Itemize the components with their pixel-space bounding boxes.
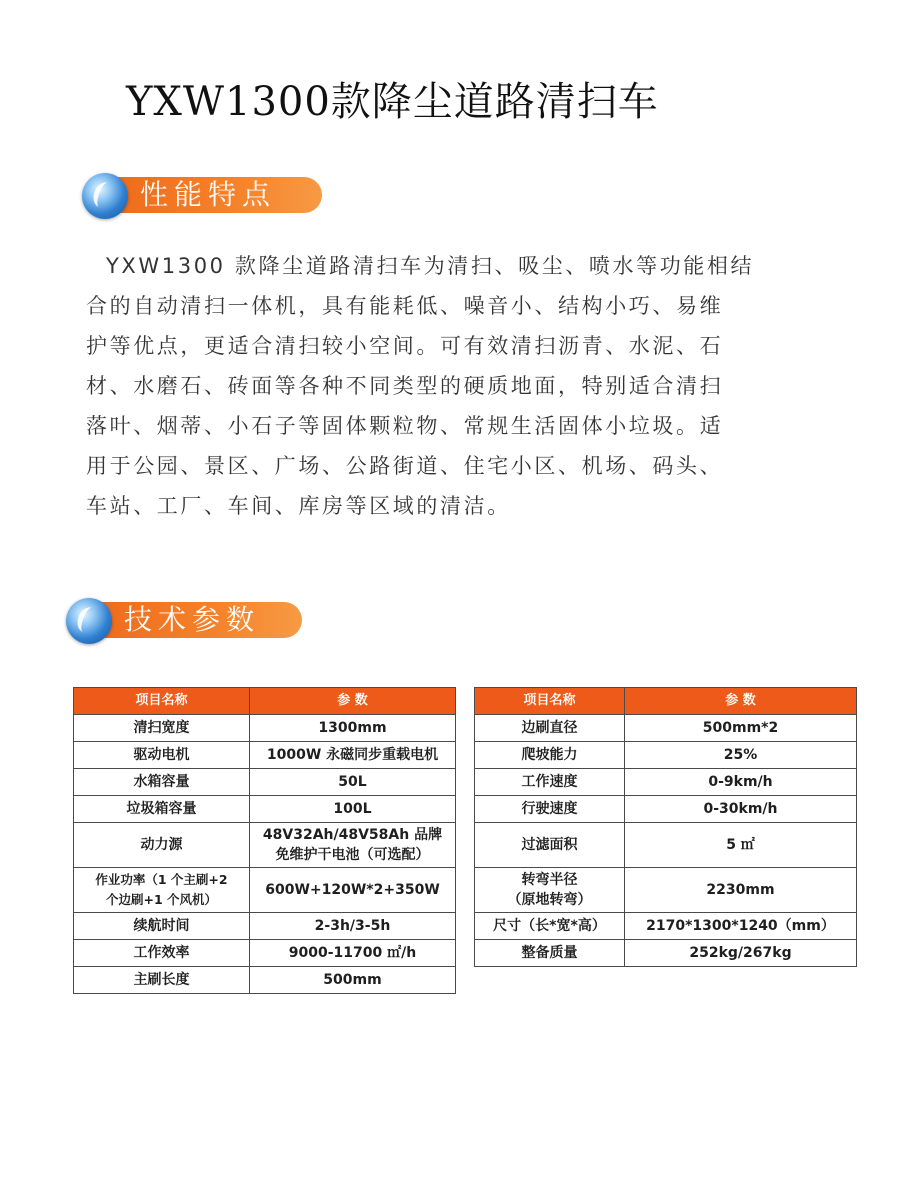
spec-table-right <box>474 687 857 967</box>
section-header-specs <box>66 598 306 642</box>
spec-value: 500mm <box>250 967 456 994</box>
section-title-features: 性能特点 <box>140 178 277 211</box>
intro-line: 材、水磨石、砖面等各种不同类型的硬质地面，特别适合清扫 <box>86 374 724 398</box>
table-row <box>475 796 857 823</box>
spec-value: 25% <box>625 742 857 769</box>
spec-value <box>250 823 456 868</box>
table-row <box>475 823 857 868</box>
spec-name: 续航时间 <box>74 913 250 940</box>
spec-value: 9000-11700 ㎡/h <box>250 940 456 967</box>
section-title-specs: 技术参数 <box>124 603 261 636</box>
intro-line: 车站、工厂、车间、库房等区域的清洁。 <box>86 494 511 518</box>
table-row <box>475 940 857 967</box>
spec-name-line: 转弯半径 <box>521 872 578 888</box>
intro-paragraph <box>86 246 806 526</box>
spec-value: 600W+120W*2+350W <box>250 868 456 913</box>
table-header-row <box>475 688 857 715</box>
spec-name: 边刷直径 <box>475 715 625 742</box>
table-row <box>74 913 456 940</box>
table-row <box>74 868 456 913</box>
table-row <box>74 742 456 769</box>
title-name: 款降尘道路清扫车 <box>330 79 659 125</box>
spec-name: 行驶速度 <box>475 796 625 823</box>
intro-line: 用于公园、景区、广场、公路街道、住宅小区、机场、码头、 <box>86 454 724 478</box>
spec-value: 252kg/267kg <box>625 940 857 967</box>
table-row <box>74 823 456 868</box>
spec-name: 垃圾箱容量 <box>74 796 250 823</box>
header-item-name: 项目名称 <box>74 688 250 715</box>
table-row <box>74 796 456 823</box>
table-row <box>475 742 857 769</box>
spec-value: 2-3h/3-5h <box>250 913 456 940</box>
spec-name: 驱动电机 <box>74 742 250 769</box>
header-item-name: 项目名称 <box>475 688 625 715</box>
spec-name: 工作速度 <box>475 769 625 796</box>
spec-name: 水箱容量 <box>74 769 250 796</box>
table-row <box>475 769 857 796</box>
table-row <box>475 715 857 742</box>
spec-name-line: 作业功率（1 个主刷+2 <box>95 872 228 887</box>
spec-value: 50L <box>250 769 456 796</box>
spec-name: 过滤面积 <box>475 823 625 868</box>
intro-line: 落叶、烟蒂、小石子等固体颗粒物、常规生活固体小垃圾。适 <box>86 414 724 438</box>
spec-value-line: 免维护干电池（可选配） <box>275 847 430 863</box>
header-value: 参 数 <box>250 688 456 715</box>
table-row <box>475 868 857 913</box>
spec-name: 主刷长度 <box>74 967 250 994</box>
spec-value: 0-30km/h <box>625 796 857 823</box>
spec-name <box>475 868 625 913</box>
spec-value-line: 48V32Ah/48V58Ah 品牌 <box>262 827 443 843</box>
intro-line: YXW1300 款降尘道路清扫车为清扫、吸尘、喷水等功能相结 <box>106 254 755 278</box>
spec-name: 尺寸（长*宽*高） <box>475 913 625 940</box>
spec-value: 1300mm <box>250 715 456 742</box>
intro-line: 护等优点，更适合清扫较小空间。可有效清扫沥青、水泥、石 <box>86 334 724 358</box>
spec-value: 1000W 永磁同步重载电机 <box>250 742 456 769</box>
table-row <box>475 913 857 940</box>
table-row <box>74 769 456 796</box>
globe-icon <box>82 173 128 219</box>
spec-name-line: （原地转弯） <box>507 892 592 908</box>
spec-name <box>74 868 250 913</box>
spec-name: 工作效率 <box>74 940 250 967</box>
spec-name: 清扫宽度 <box>74 715 250 742</box>
table-row <box>74 715 456 742</box>
table-row <box>74 967 456 994</box>
spec-table-left <box>73 687 456 994</box>
spec-value: 2230mm <box>625 868 857 913</box>
title-model: YXW1300 <box>126 79 331 125</box>
spec-name: 动力源 <box>74 823 250 868</box>
globe-icon <box>66 598 112 644</box>
spec-value: 500mm*2 <box>625 715 857 742</box>
table-row <box>74 940 456 967</box>
table-header-row <box>74 688 456 715</box>
spec-value: 0-9km/h <box>625 769 857 796</box>
spec-value: 100L <box>250 796 456 823</box>
spec-value: 2170*1300*1240（mm） <box>625 913 857 940</box>
spec-name: 爬坡能力 <box>475 742 625 769</box>
spec-name: 整备质量 <box>475 940 625 967</box>
header-value: 参 数 <box>625 688 857 715</box>
section-header-features <box>82 173 322 217</box>
page-title <box>126 70 659 127</box>
spec-value: 5 ㎡ <box>625 823 857 868</box>
intro-line: 合的自动清扫一体机，具有能耗低、噪音小、结构小巧、易维 <box>86 294 724 318</box>
spec-name-line: 个边刷+1 个风机） <box>105 892 218 907</box>
